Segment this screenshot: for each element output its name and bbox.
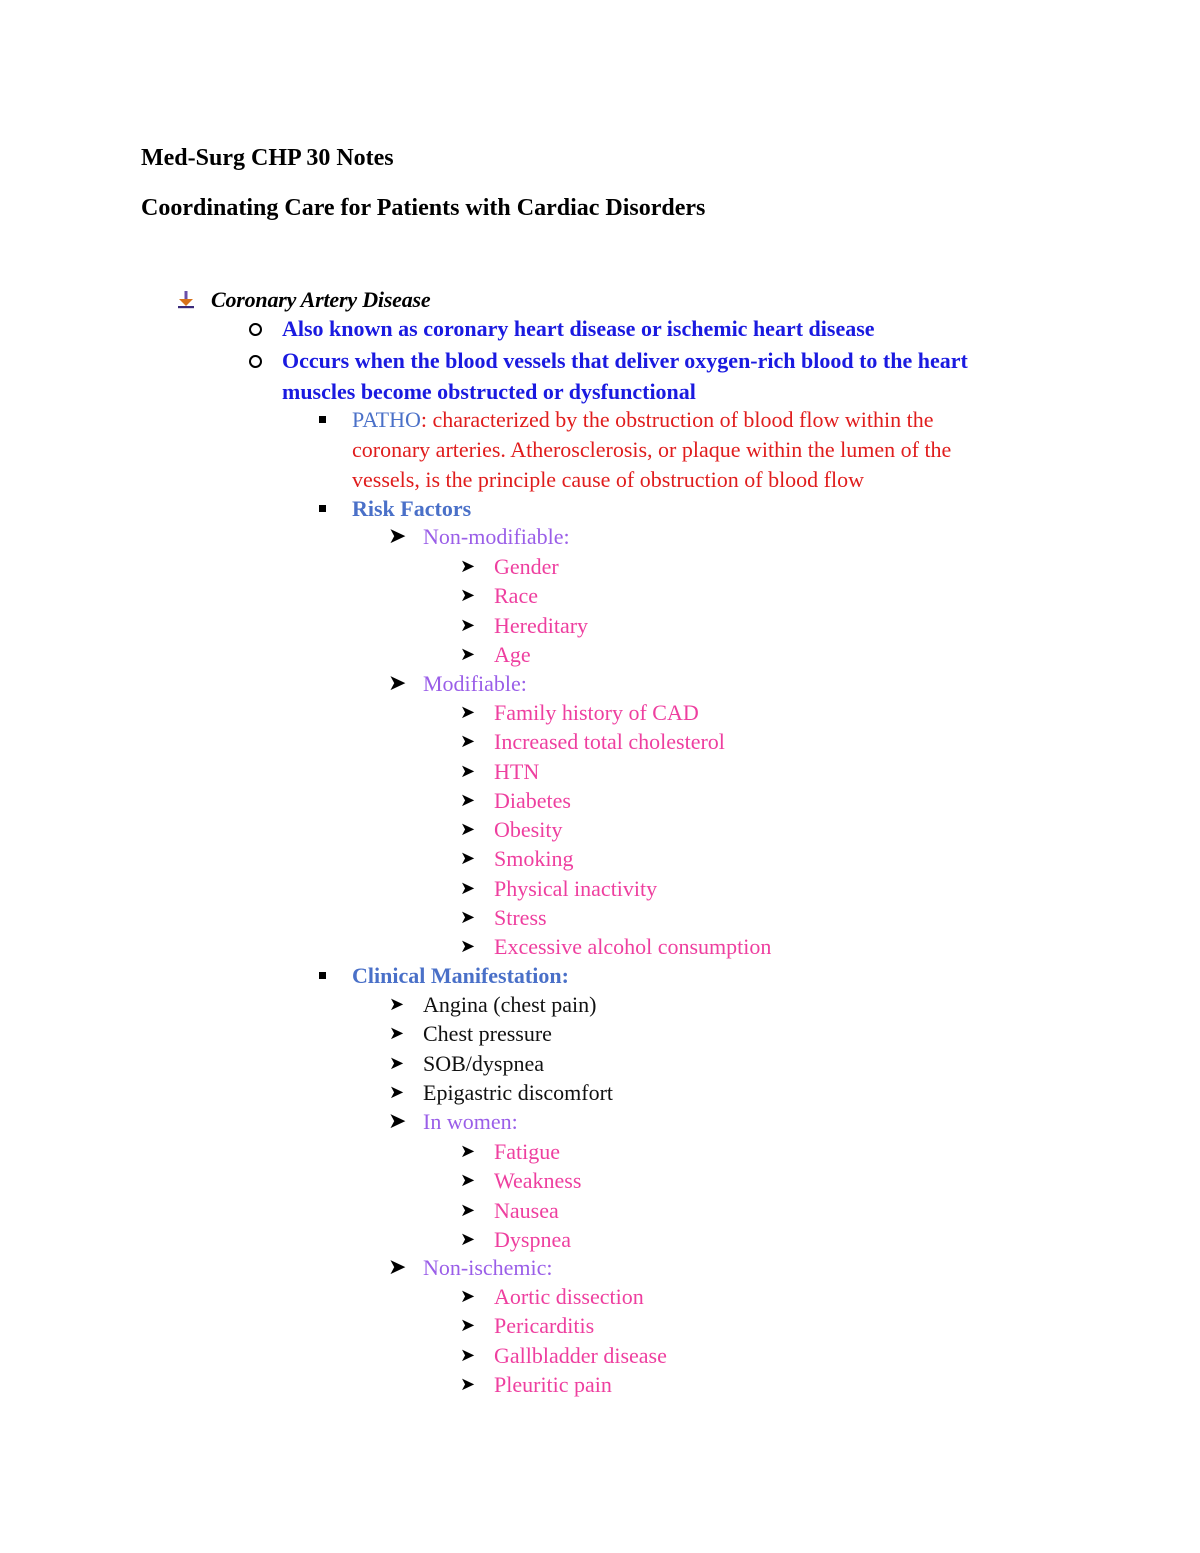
list-item-text: Obesity	[494, 817, 563, 842]
list-item	[0, 1137, 1200, 1167]
list-item	[0, 1196, 1200, 1226]
list-item	[0, 903, 1200, 933]
arrowhead-icon: ➤	[388, 1109, 407, 1134]
list-item-text: SOB/dyspnea	[423, 1050, 544, 1076]
arrowhead-icon: ➤	[460, 1199, 476, 1221]
arrowhead-icon: ➤	[460, 731, 476, 753]
list-item	[0, 698, 1200, 728]
hollow-circle-icon	[249, 355, 262, 368]
arrowhead-icon: ➤	[460, 906, 476, 928]
arrowhead-icon: ➤	[389, 1052, 405, 1074]
arrowhead-icon: ➤	[388, 524, 407, 549]
list-item-text: Angina (chest pain)	[423, 992, 597, 1017]
list-item-text: Pleuritic pain	[494, 1371, 612, 1397]
patho-text-line3: vessels, is the principle cause of obstruction of blood flow	[352, 467, 865, 492]
list-item	[0, 815, 1200, 845]
list-item-text: Family history of CAD	[494, 700, 699, 725]
arrowhead-icon: ➤	[460, 1228, 476, 1250]
patho-row	[0, 405, 1200, 435]
hollow-circle-icon	[249, 323, 262, 336]
in-women-row	[0, 1107, 1200, 1137]
occurs-text-line1: Occurs when the blood vessels that deliver oxygen-rich blood to the heart	[282, 348, 968, 373]
list-item-text: Pericarditis	[494, 1313, 595, 1339]
list-item-text: Gallbladder disease	[494, 1342, 667, 1368]
list-item-text: HTN	[494, 758, 540, 784]
patho-label: PATHO	[352, 407, 421, 432]
list-item-text: Dyspnea	[494, 1226, 571, 1252]
arrowhead-icon: ➤	[460, 848, 476, 870]
arrowhead-icon: ➤	[389, 994, 405, 1015]
list-item	[0, 552, 1200, 582]
list-item	[0, 727, 1200, 757]
list-item-text: Weakness	[494, 1168, 582, 1194]
modifiable-heading: Modifiable:	[423, 671, 527, 696]
arrowhead-icon: ➤	[460, 643, 476, 665]
arrowhead-icon: ➤	[460, 760, 476, 782]
list-item	[0, 1370, 1200, 1400]
arrowhead-icon: ➤	[460, 585, 476, 607]
list-item-text: Age	[494, 641, 531, 667]
list-item	[0, 786, 1200, 816]
square-icon	[319, 416, 326, 423]
list-item	[0, 611, 1200, 641]
list-item-text: Aortic dissection	[494, 1284, 644, 1309]
list-item-text: Gender	[494, 554, 559, 579]
arrowhead-icon: ➤	[460, 1315, 476, 1337]
clinical-heading: Clinical Manifestation:	[352, 963, 569, 988]
list-item-text: Increased total cholesterol	[494, 729, 725, 755]
risk-factors-row	[0, 494, 1200, 524]
arrowhead-icon: ➤	[460, 1141, 476, 1162]
arrowhead-icon: ➤	[460, 877, 476, 899]
list-item	[0, 844, 1200, 874]
list-item-text: Race	[494, 583, 538, 609]
risk-factors-heading: Risk Factors	[352, 496, 472, 521]
list-item-text: Hereditary	[494, 612, 589, 638]
document-title: Med-Surg CHP 30 Notes	[141, 145, 394, 171]
outline-l2-row	[0, 346, 1200, 376]
arrowhead-icon: ➤	[460, 1170, 476, 1192]
non-ischemic-heading: Non-ischemic:	[423, 1255, 553, 1280]
arrowhead-icon: ➤	[460, 936, 476, 957]
aka-text: Also known as coronary heart disease or ischemic heart disease	[282, 316, 875, 341]
outline-l2-row	[0, 314, 1200, 344]
outline-topic-row	[0, 285, 1200, 315]
list-item	[0, 1225, 1200, 1255]
outline-l2-continuation	[0, 377, 1200, 407]
square-icon	[319, 972, 326, 979]
arrowhead-icon: ➤	[460, 702, 476, 723]
arrowhead-icon: ➤	[389, 1081, 405, 1103]
arrowhead-icon: ➤	[460, 789, 476, 811]
list-item	[0, 581, 1200, 611]
in-women-heading: In women:	[423, 1109, 518, 1134]
arrowhead-icon: ➤	[460, 614, 476, 636]
list-item-text: Epigastric discomfort	[423, 1079, 614, 1105]
list-item-text: Excessive alcohol consumption	[494, 934, 772, 959]
list-item	[0, 874, 1200, 904]
list-item-text: Physical inactivity	[494, 875, 658, 901]
list-item	[0, 1078, 1200, 1108]
list-item	[0, 1311, 1200, 1341]
document-subtitle: Coordinating Care for Patients with Cardiac Disorders	[141, 195, 706, 221]
arrowhead-icon: ➤	[460, 1286, 476, 1307]
patho-text-line2: coronary arteries. Atherosclerosis, or plaque within the lumen of the	[352, 437, 952, 462]
list-item	[0, 757, 1200, 787]
square-icon	[319, 505, 326, 512]
clinical-row	[0, 961, 1200, 991]
list-item-text: Nausea	[494, 1197, 559, 1223]
list-item-text: Diabetes	[494, 787, 571, 813]
arrowhead-icon: ➤	[460, 1344, 476, 1366]
list-item	[0, 1166, 1200, 1196]
arrowhead-icon: ➤	[460, 1373, 476, 1395]
arrowhead-icon: ➤	[389, 1023, 405, 1045]
list-item-text: Smoking	[494, 846, 574, 872]
list-item	[0, 640, 1200, 670]
list-item-text: Stress	[494, 904, 547, 930]
outline-topic: Coronary Artery Disease	[211, 287, 431, 312]
modifiable-row	[0, 669, 1200, 699]
list-item	[0, 1341, 1200, 1371]
occurs-text-line2: muscles become obstructed or dysfunctional	[282, 379, 696, 404]
arrowhead-icon: ➤	[388, 671, 407, 696]
list-item-text: Fatigue	[494, 1139, 560, 1164]
arrowhead-icon: ➤	[388, 1255, 407, 1280]
patho-text-line1: : characterized by the obstruction of blood flow within the	[420, 407, 934, 432]
list-item	[0, 990, 1200, 1020]
non-modifiable-row	[0, 522, 1200, 552]
list-item-text: Chest pressure	[423, 1021, 552, 1047]
list-item	[0, 1282, 1200, 1312]
non-modifiable-heading: Non-modifiable:	[423, 524, 570, 549]
thumbtack-arrow-icon	[176, 289, 196, 311]
list-item	[0, 1019, 1200, 1049]
arrowhead-icon: ➤	[460, 819, 476, 840]
arrowhead-icon: ➤	[460, 556, 476, 577]
list-item	[0, 1049, 1200, 1079]
non-ischemic-row	[0, 1253, 1200, 1283]
list-item	[0, 932, 1200, 962]
